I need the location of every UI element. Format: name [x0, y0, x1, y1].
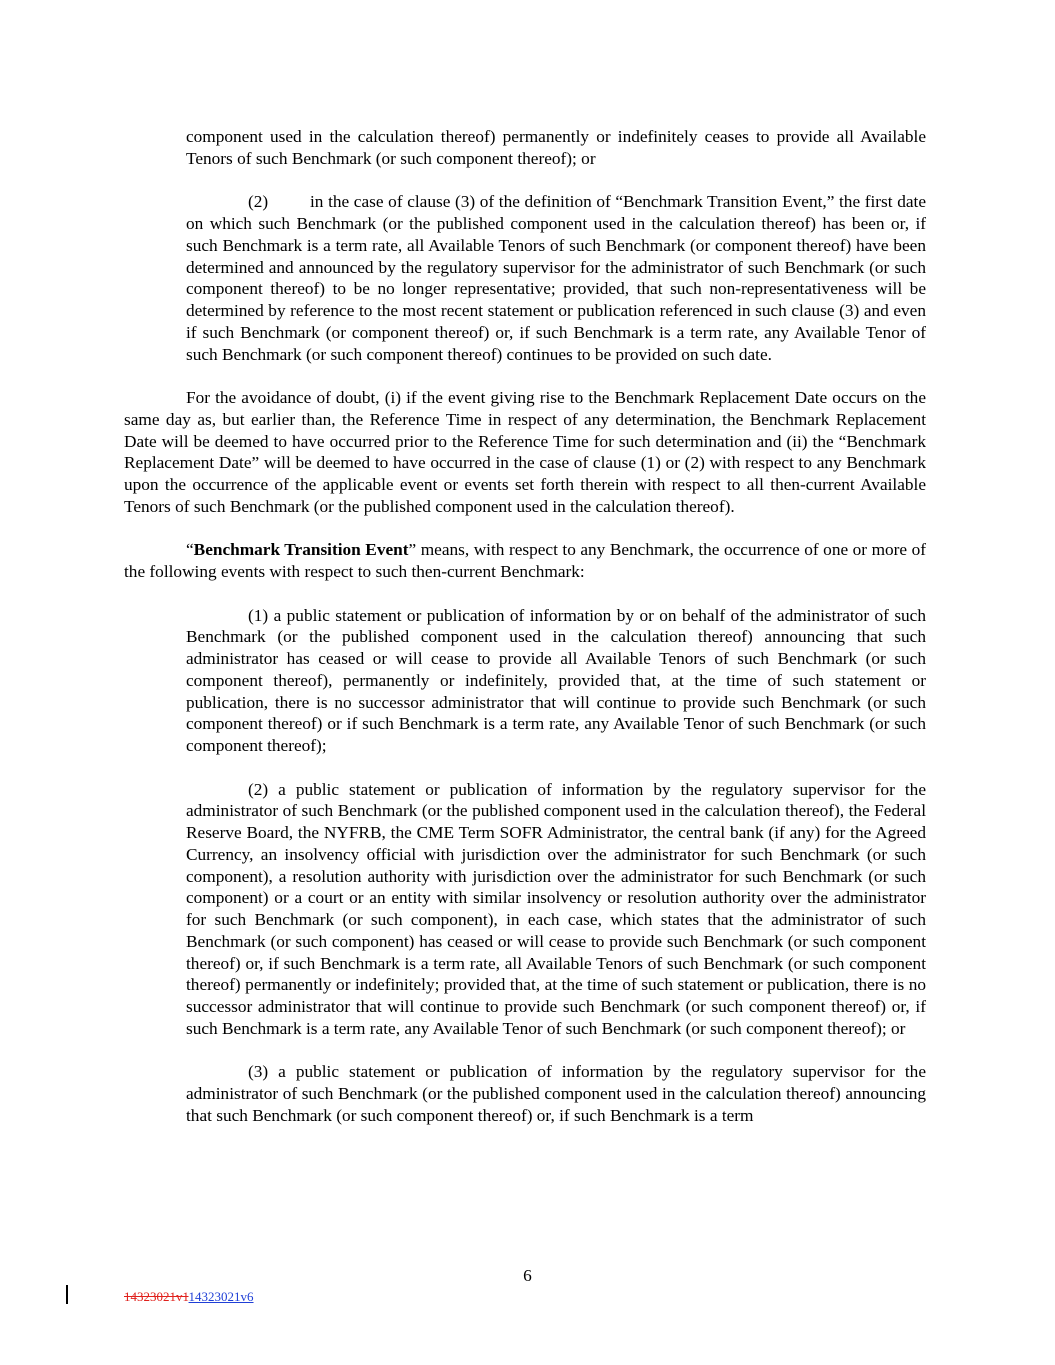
document-id-inserted: 14323021v6	[188, 1289, 254, 1304]
page-number: 6	[523, 1266, 532, 1285]
definition-text: ” means, with respect to any Benchmark, the occurrence of one or more of the following events with respect to such then-current Benchmark:	[124, 540, 926, 581]
clause-number: (2)	[248, 192, 269, 212]
paragraph-event-1: (1) a public statement or publication of information by or on behalf of the administrator of such Benchmark (or the published component used in the calculation thereof) announcing that such administrator has ceased or will cease to provide all Available Tenors of such Benchmark (or such component thereof), permanently or indefinitely, provided that, at the time of such statement or publication, there is no successor administrator that will continue to provide such Benchmark (or such component thereof) or if such Benchmark is a term rate, any Available Tenor of such Benchmark (or such component thereof);	[186, 605, 926, 755]
paragraph-clause-1-continuation: component used in the calculation thereof) permanently or indefinitely ceases to provide all Available Tenors of such Benchmark (or such component thereof); or	[186, 127, 926, 168]
document-id	[124, 1289, 254, 1304]
paragraph-benchmark-transition-event-definition	[124, 539, 926, 583]
open-quote: “	[186, 540, 194, 560]
document-id-deleted: 14323021v1	[124, 1289, 189, 1304]
paragraph-avoidance-of-doubt: For the avoidance of doubt, (i) if the event giving rise to the Benchmark Replacement Date occurs on the same day as, but earlier than, the Reference Time in respect of any determination, the Benchmark Replacement Date will be deemed to have occurred prior to the Reference Time for such determination and (ii) the “Benchmark Replacement Date” will be deemed to have occurred in the case of clause (1) or (2) with respect to any Benchmark upon the occurrence of the applicable event or events set forth therein with respect to all then-current Available Tenors of such Benchmark (or the published component used in the calculation thereof).	[124, 388, 926, 516]
change-bar	[66, 1285, 68, 1304]
document-body	[124, 126, 926, 1127]
defined-term: Benchmark Transition Event	[193, 540, 409, 560]
clause-text: in the case of clause (3) of the definition of “Benchmark Transition Event,” the first date on which such Benchmark (or the published component used in the calculation thereof) has been or, if such Benchmark is a term rate, all Available Tenors of such Benchmark (or component thereof) have been determined and announced by the regulatory supervisor for the administrator of such Benchmark (or such component thereof) to be no longer representative; provided, that such non-representativeness will be determined by reference to the most recent statement or publication referenced in such clause (3) and even if such Benchmark (or component thereof) or, if such Benchmark is a term rate, any Available Tenor of such Benchmark (or such component thereof) continues to be provided on such date.	[186, 192, 926, 364]
paragraph-clause-2	[186, 191, 926, 365]
paragraph-event-3: (3) a public statement or publication of information by the regulatory supervisor for the administrator of such Benchmark (or the published component used in the calculation thereof) announcing that such Benchmark (or such component thereof) or, if such Benchmark is a term	[186, 1062, 926, 1125]
paragraph-event-2: (2) a public statement or publication of information by the regulatory supervisor for the administrator of such Benchmark (or the published component used in the calculation thereof), the Federal Reserve Board, the NYFRB, the CME Term SOFR Administrator, the central bank (if any) for the Agreed Currency, an insolvency official with jurisdiction over the administrator for such Benchmark (or such component), a resolution authority with jurisdiction over the administrator for such Benchmark (or such component) or a court or an entity with similar insolvency or resolution authority over the administrator for such Benchmark (or such component), in each case, which states that the administrator of such Benchmark (or such component) has ceased or will cease to provide such Benchmark (or such component thereof) or, if such Benchmark is a term rate, all Available Tenors of such Benchmark (or such component thereof) permanently or indefinitely; provided that, at the time of such statement or publication, there is no successor administrator that will continue to provide such Benchmark (or such component thereof) or, if such Benchmark is a term rate, any Available Tenor of such Benchmark (or such component thereof); or	[186, 779, 926, 1038]
